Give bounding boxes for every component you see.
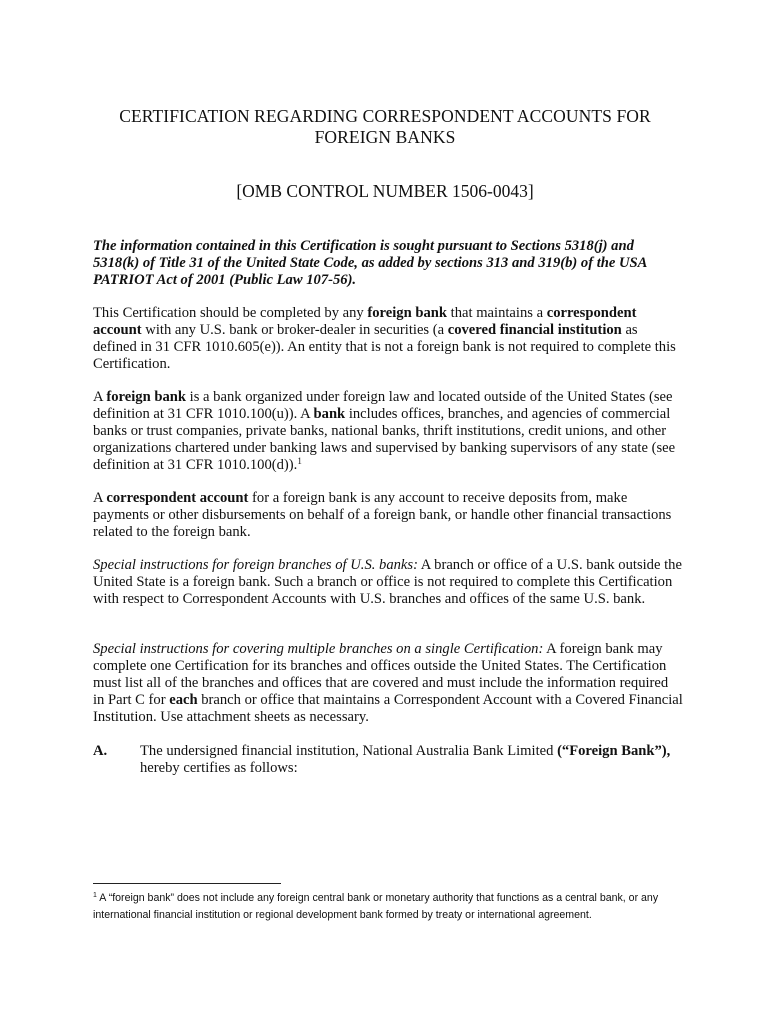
- intro-paragraph: The information contained in this Certification is sought pursuant to Sections 5318(j) and 5318(k) of Title 31 of the United State Code, as added by sections 313 and 319(b) of the USA PATRIOT Act of 2001 (Public Law 107-56).: [93, 238, 647, 288]
- paragraph-correspondent-account-definition: [93, 490, 683, 541]
- text-run: branch or office that maintains a Correspondent Account with a Covered Financial Institution. Use attachment sheets as necessary.: [93, 692, 683, 725]
- part-a-text: [140, 743, 683, 777]
- italic-heading: Special instructions for foreign branches of U.S. banks:: [93, 557, 418, 573]
- text-run: A: [93, 389, 107, 405]
- text-run: is a bank organized under foreign law and located outside of the United States (see definition at 31 CFR 1010.100(u)). A: [93, 389, 673, 422]
- omb-control-number: [OMB CONTROL NUMBER 1506-0043]: [236, 181, 534, 201]
- bold-term: each: [169, 692, 198, 708]
- text-run: as defined in 31 CFR 1010.605(e)). An entity that is not a foreign bank is not required to complete this Certification.: [93, 322, 676, 372]
- text-run: includes offices, branches, and agencies of commercial banks or trust companies, private banks, national banks, thrift institutions, credit unions, and other organizations chartered under banking laws and supervised by banking supervisors of any state (see definition at 31 CFR 1010.100(d)).: [93, 406, 676, 473]
- part-a-label: A.: [93, 743, 108, 759]
- footnote-number: 1: [93, 892, 97, 899]
- footnote-divider: [93, 883, 281, 884]
- footnote-reference: 1: [297, 456, 302, 466]
- text-run: A branch or office of a U.S. bank outside the United State is a foreign bank. Such a branch or office is not required to complete this Certification with respect to Correspondent Accounts with U.S. branches and offices of the same U.S. bank.: [93, 557, 682, 607]
- text-run: that maintains a: [447, 305, 547, 321]
- bold-term: foreign bank: [367, 305, 448, 321]
- title-line-1: CERTIFICATION REGARDING CORRESPONDENT ACCOUNTS FOR: [119, 106, 651, 126]
- title-line-2: FOREIGN BANKS: [314, 127, 456, 147]
- bold-term: correspondent account: [106, 490, 249, 506]
- bold-term: covered financial institution: [447, 322, 622, 338]
- text-run: with any U.S. bank or broker-dealer in securities (a: [141, 322, 448, 338]
- document-title: [90, 106, 680, 148]
- text-run: A foreign bank may complete one Certification for its branches and offices outside the United States. The Certification must list all of the branches and offices that are covered and must include the information required in Part C for: [93, 641, 669, 708]
- text-run: for a foreign bank is any account to receive deposits from, make payments or other disbursements on behalf of a foreign bank, or handle other financial transactions related to the foreign bank.: [93, 490, 672, 540]
- italic-heading: Special instructions for covering multiple branches on a single Certification:: [93, 641, 544, 657]
- paragraph-who-completes: [93, 305, 683, 373]
- text-run: hereby certifies as follows:: [140, 760, 298, 776]
- paragraph-foreign-branches-instructions: [93, 557, 683, 608]
- paragraph-foreign-bank-definition: [93, 389, 683, 474]
- bold-term: correspondent account: [93, 305, 637, 338]
- paragraph-multiple-branches-instructions: [93, 641, 683, 726]
- text-run: The undersigned financial institution, National Australia Bank Limited: [140, 743, 558, 759]
- bold-term: (“Foreign Bank”),: [557, 743, 671, 759]
- bold-term: foreign bank: [106, 389, 187, 405]
- text-run: This Certification should be completed by any: [93, 305, 368, 321]
- footnote: [93, 890, 683, 923]
- footnote-text: A “foreign bank” does not include any foreign central bank or monetary authority that functions as a central bank, or any international financial institution or regional development bank formed by treaty or international agreement.: [93, 892, 659, 921]
- bold-term: bank: [313, 406, 346, 422]
- text-run: A: [93, 490, 107, 506]
